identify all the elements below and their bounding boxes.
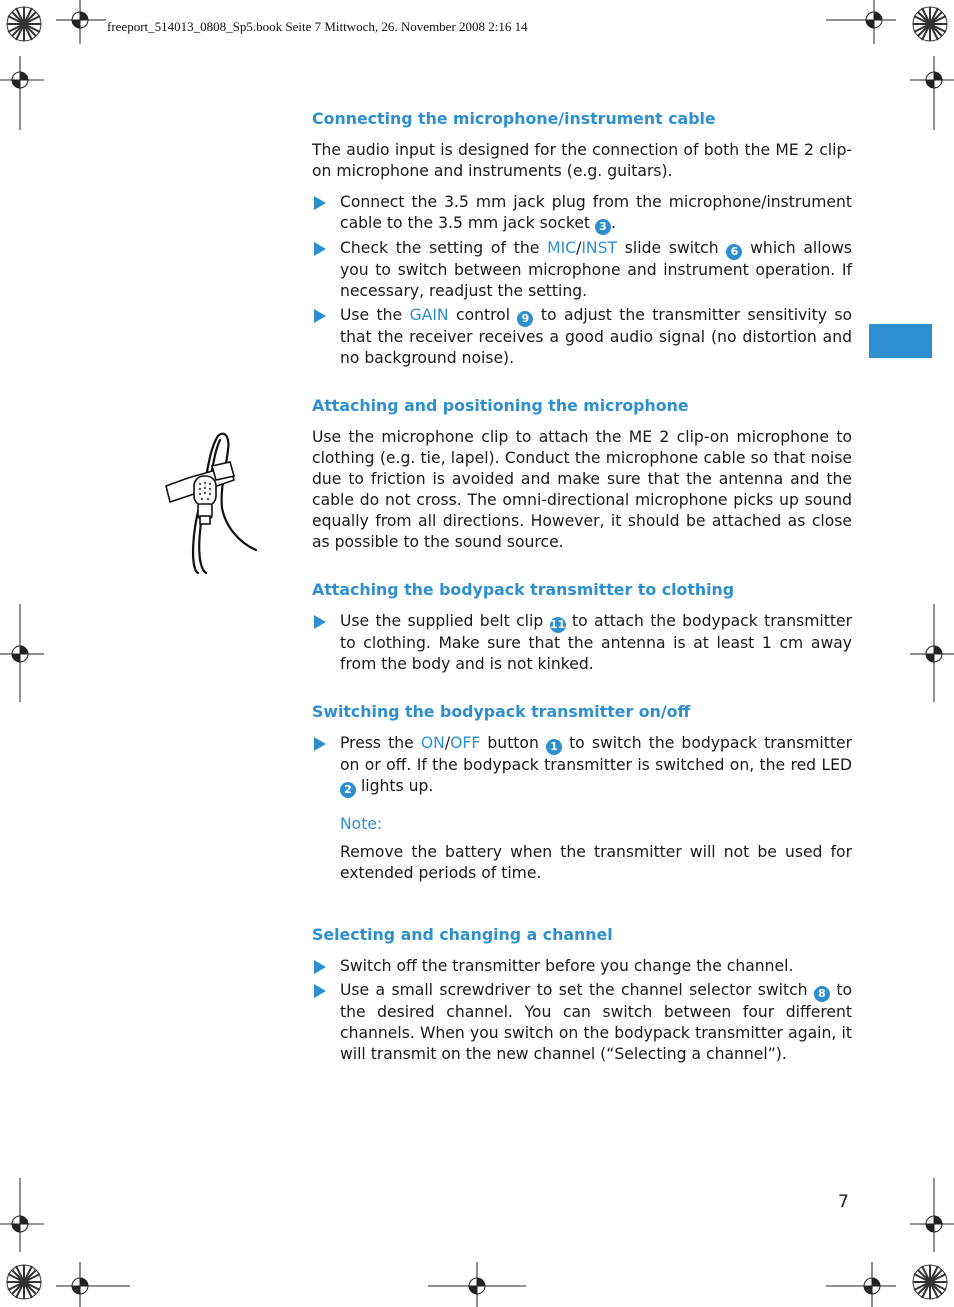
crosshair-mark: [0, 1178, 44, 1252]
keyword: GAIN: [409, 306, 449, 324]
list-item: Press the ON/OFF button 1 to switch the bodypack transmitter on or off. If the bodypack transmitter is switched on, the red LED 2 lights up.: [312, 733, 852, 798]
keyword: INST: [581, 239, 618, 257]
keyword: ON: [420, 734, 445, 752]
paragraph: Use the microphone clip to attach the ME 2 clip-on microphone to clothing (e.g. tie, lapel). Conduct the microphone cable so that noise due to friction is avoided and make sure that the antenna and the cable do not cross. The omni-directional microphone picks up sound equally from all directions. However, it should be attached as close as possible to the sound source.: [312, 428, 852, 551]
crosshair-mark: [826, 1262, 896, 1307]
instruction-list: [312, 611, 852, 675]
registration-mark-top-right: [910, 4, 950, 44]
crosshair-mark: [56, 0, 106, 44]
arrow-icon: [314, 196, 326, 210]
instruction-list: [312, 733, 852, 798]
callout-number: 1: [546, 739, 562, 755]
note-label: Note:: [340, 815, 383, 833]
crosshair-mark: [56, 1262, 130, 1307]
list-item: Use a small screwdriver to set the channel selector switch 8 to the desired channel. You can switch between four different channels. When you switch on the bodypack transmitter again, it will transmit on the new channel (“Selecting a channel”).: [312, 980, 852, 1065]
registration-mark-bottom-left: [4, 1262, 44, 1302]
callout-number: 11: [549, 618, 566, 631]
crosshair-mark: [910, 1178, 954, 1252]
crosshair-mark: [0, 56, 44, 130]
callout-number: 6: [726, 244, 742, 260]
crosshair-mark: [826, 0, 896, 44]
list-item: Connect the 3.5 mm jack plug from the microphone/instrument cable to the 3.5 mm jack socket 3 .: [312, 192, 852, 235]
instruction-list: [312, 192, 852, 369]
note-text: Remove the battery when the transmitter will not be used for extended periods of time.: [340, 843, 852, 882]
callout-number: 8: [814, 986, 830, 1002]
main-content: [312, 108, 852, 1065]
page-number: 7: [838, 1192, 849, 1212]
registration-mark-top-left: [4, 4, 44, 44]
crosshair-mark: [0, 604, 44, 702]
crosshair-mark: [910, 604, 954, 702]
print-header: freeport_514013_0808_Sp5.book Seite 7 Mittwoch, 26. November 2008 2:16 14: [107, 19, 528, 34]
arrow-icon: [314, 242, 326, 256]
crosshair-mark: [910, 56, 954, 130]
arrow-icon: [314, 309, 326, 323]
arrow-icon: [314, 737, 326, 751]
callout-number: 3: [595, 219, 611, 235]
section-title-attaching-microphone: Attaching and positioning the microphone: [312, 396, 689, 415]
clip-on-microphone-illustration: [160, 428, 260, 578]
registration-mark-bottom-right: [910, 1262, 950, 1302]
crosshair-mark: [428, 1262, 526, 1307]
arrow-icon: [314, 615, 326, 629]
callout-number: 9: [517, 311, 533, 327]
instruction-list: [312, 956, 852, 1065]
arrow-icon: [314, 960, 326, 974]
section-title-selecting-channel: Selecting and changing a channel: [312, 925, 613, 944]
arrow-icon: [314, 984, 326, 998]
list-item: Use the supplied belt clip 11 to attach the bodypack transmitter to clothing. Make sure that the antenna is at least 1 cm away from the body and is not kinked.: [312, 611, 852, 675]
section-title-connecting-cable: Connecting the microphone/instrument cable: [312, 109, 716, 128]
list-item: Check the setting of the MIC/INST slide switch 6 which allows you to switch between microphone and instrument operation. If necessary, readjust the setting.: [312, 238, 852, 302]
chapter-tab: [869, 324, 932, 358]
callout-number: 2: [340, 782, 356, 798]
keyword: OFF: [450, 734, 481, 752]
keyword: MIC: [547, 239, 577, 257]
list-item: Switch off the transmitter before you change the channel.: [312, 956, 852, 977]
paragraph: The audio input is designed for the connection of both the ME 2 clip-on microphone and instruments (e.g. guitars).: [312, 141, 852, 180]
section-title-switching-on-off: Switching the bodypack transmitter on/off: [312, 702, 691, 721]
section-title-attaching-transmitter: Attaching the bodypack transmitter to clothing: [312, 580, 735, 599]
list-item: Use the GAIN control 9 to adjust the transmitter sensitivity so that the receiver receives a good audio signal (no distortion and no background noise).: [312, 305, 852, 369]
